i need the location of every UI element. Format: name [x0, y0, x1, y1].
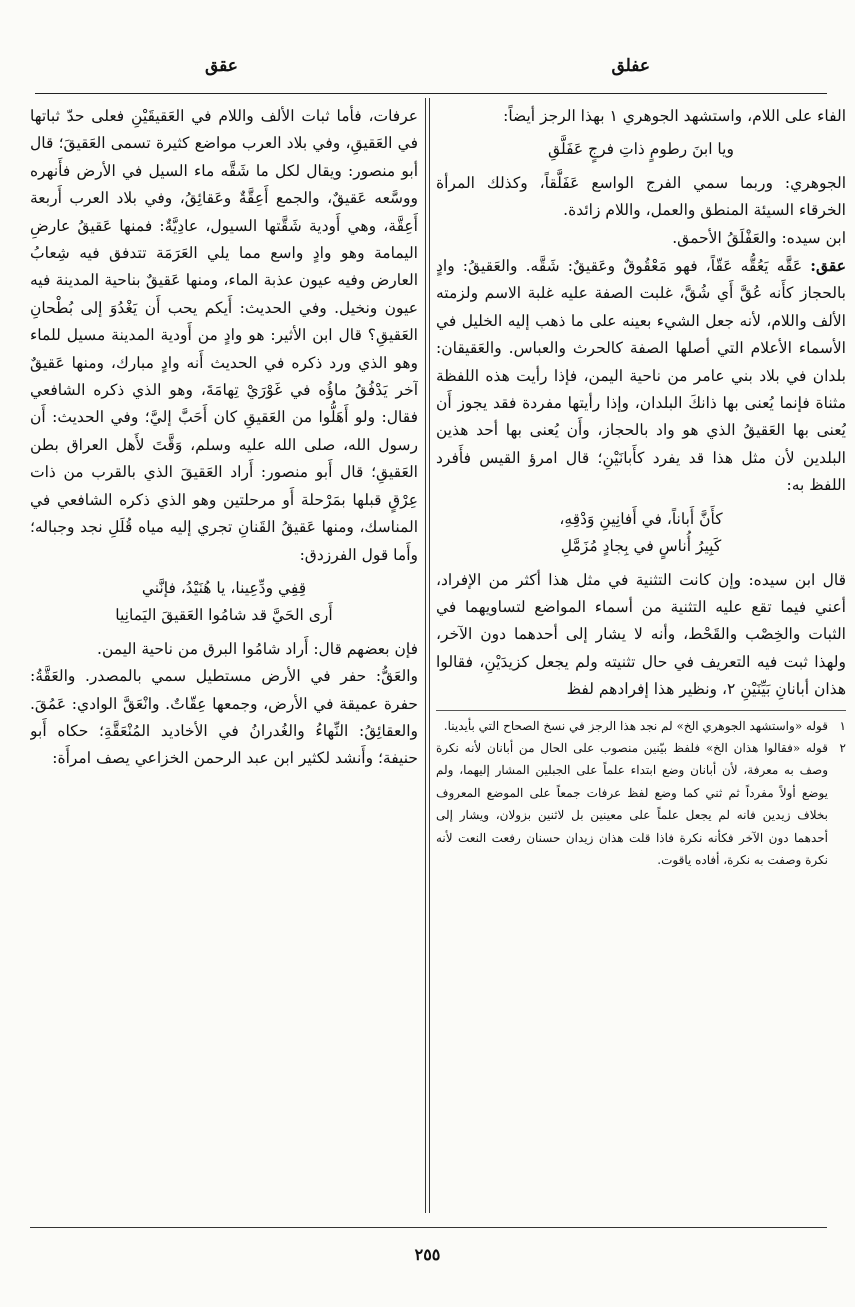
left-column	[30, 103, 418, 1221]
header-rule	[35, 93, 827, 94]
verse-line: كأَنَّ أَباناً، في أَفانِينِ وَدْقِهِ،	[559, 509, 723, 528]
entry-paragraph	[436, 252, 846, 500]
entry-text: عَقَّه يَعُقُّه عَقّاً، فهو مَعْقُوقٌ وعَقيقٌ: شَقَّه. والعَقيقُ: وادٍ بالحجاز كأَنه عُقَّ أَي شُقَّ، غلبت الصفة عليه غلبة الاسم ولزمته الألف واللام، لأنه جعل الشيء بعينه على ما ذهب إليه الخليل في الأسماء الأعلام التي أصلها الصفة كالحرث والعباس. والعَقيقان: بلدان في بلاد بني عامر من ناحية اليمن، فإذا رأيت هذه اللفظة مثناة فإنما يُعنى بها ذانكَ البلدان، وإذا رأيتها مفردة فقد يجوز أَن يُعنى بها العَقيقُ الذي هو واد بالحجاز، وأَن يُعنى بها أحد هذين البلدين لأن مثل هذا قد يفرد كأَبانَيْنِ؛ قال امرؤ القيس فأَفرد اللفظ به:	[436, 257, 846, 495]
paragraph: عرفات، فأما ثبات الألف واللام في العَقيقَيْنِ فعلى حدّ ثباتها في العَقيقِ، وفي بلاد العرب مواضع كثيرة تسمى العَقيقَ؛ قال أبو منصور: ويقال لكل ما شَقَّه ماء السيل في الأرض فأَنهره ووسَّعه عَقيقٌ، والجمع أَعِقَّةٌ وعَقائِقُ، وفي بلاد العرب أَربعة أَعِقَّة، وهي أَودية شَقَّتها السيول، عادِيَّةٌ: فمنها عَقيقُ عارضِ اليمامة وهو وادٍ واسع مما يلي العَرَمَة تتدفق فيه شِعابُ العارض وفيه عيون عذبة الماء، ومنها عَقيقٌ بناحية المدينة فيه عيون ونخيل. وفي الحديث: أَيكم يحب أَن يَغْدُوَ إلى بُطْحانِ العَقيقِ؟ قال ابن الأثير: هو وادٍ من أَودية المدينة مسيل للماء وهو الذي ورد ذكره في الحديث أَنه وادٍ مبارك، ومنها عَقيقٌ آخر يَدْفُقُ ماؤُه في غَوْرَيْ تِهامَةَ، وهو الذي ذكره الشافعي فقال: ولو أَهَلُّوا من العَقيقِ كان أَحَبَّ إليَّ؛ وفي الحديث: أَن رسول الله، صلى الله عليه وسلم، وَقَّتَ لأَهل العراق بطن العَقيقِ؛ قال أَبو منصور: أَراد العَقيقَ الذي بالقرب من ذات عِرْقٍ قبلها بمَرْحلة أَو مرحلتين وهو الذي ذكره الشافعي في المناسك، ومنها عَقيقُ القَنانِ تجري إليه مياه قُلَلِ نجد وجباله؛ وأَما قول الفرزدق:	[30, 107, 418, 564]
footnote-number: ٢	[839, 740, 846, 755]
footnotes	[436, 710, 846, 872]
verse	[436, 506, 846, 561]
paragraph: فإن بعضهم قال: أَراد شامُوا البرق من ناحية اليمن.	[97, 639, 418, 658]
paragraph: قال ابن سيده: وإن كانت التثنية في مثل هذا أكثر من الإفراد، أعني فيما تقع عليه التثنية من أسماء المواضع لتساويهما في الثبات والخِصْب والقَحْط، وأنه لا يشار إلى أحدهما دون الآخر، ولهذا ثبت فيه التعريف في حال تثنيته ولم يجعل كزيدَيْنِ، فقالوا هذان أبانانِ بَيِّنَيْنِ ٢، ونظير هذا إفرادهم لفظ	[436, 570, 846, 699]
running-head-left: عقق	[205, 56, 238, 76]
right-column	[436, 103, 846, 1221]
footnote-text: قوله «فقالوا هذان الخ» فلفظ بيّنين منصوب على الحال من أبانان لأنه نكرة وصف به معرفة، لأن أبانان وضع ابتداء علماً على الجبلين المشار إليهما، ولم يوضع أولاً مفرداً ثم ثني كما وضع لفظ عرفات جمعاً على الموضع المعروف بخلاف زيدين فانه لم يجعل علماً على معينين بل لاثنين بزولان، ويشار إلى أحدهما دون الآخر فكأنه نكرة فاذا قلت هذان زيدان حسنان رفعت النعت لأنه نكرة وصفت به نكرة، أفاده ياقوت.	[436, 740, 828, 867]
column-divider	[429, 98, 430, 1213]
footnote-text: قوله «واستشهد الجوهري الخ» لم نجد هذا الرجز في نسخ الصحاح التي بأيدينا.	[443, 718, 828, 733]
paragraph: الجوهري: وربما سمي الفرج الواسع عَفَلَّقاً، وكذلك المرأة الخرقاء السيئة المنطق والعمل، واللام زائدة.	[436, 173, 846, 220]
paragraph: والعَقُّ: حفر في الأرض مستطيل سمي بالمصدر. والعَقَّةُ: حفرة عميقة في الأرض، وجمعها عِقّاتٌ. وانْعَقَّ الوادي: عَمُقَ. والعقائِقُ: النِّهاءُ والغُدرانُ في الأخاديد المُنْعَقَّةِ؛ حكاه أَبو حنيفة؛ وأَنشد لكثير ابن عبد الرحمن الخزاعي يصف امرأَة:	[30, 667, 418, 768]
paragraph: ابن سيده: والعَفْلَقُ الأحمق.	[672, 228, 846, 247]
verse-line: ويا ابنَ رطومٍ ذاتِ فرجٍ عَفَلَّقِ	[548, 140, 734, 159]
verse	[30, 575, 418, 630]
verse-line: كَبِيرُ أُناسٍ في بِجادٍ مُزَمَّلِ	[560, 537, 722, 556]
page-number: ٢٥٥	[414, 1245, 441, 1264]
verse-line: قِفِي ودِّعِينا، يا هُنَيْدُ، فإنَّني	[141, 578, 307, 597]
running-head-right: عفلق	[611, 56, 650, 76]
footnote	[436, 715, 846, 737]
footer-rule	[30, 1227, 827, 1228]
paragraph: الفاء على اللام، واستشهد الجوهري ١ بهذا الرجز أيضاً:	[503, 107, 846, 125]
footnote	[436, 737, 846, 871]
entry-headword: عقق:	[810, 256, 846, 276]
column-divider	[425, 98, 426, 1213]
footnote-number: ١	[839, 718, 846, 733]
verse-line: أَرى الحَيَّ قد شامُوا العَقيقَ اليَمانِيا	[115, 606, 333, 625]
verse	[436, 136, 846, 163]
